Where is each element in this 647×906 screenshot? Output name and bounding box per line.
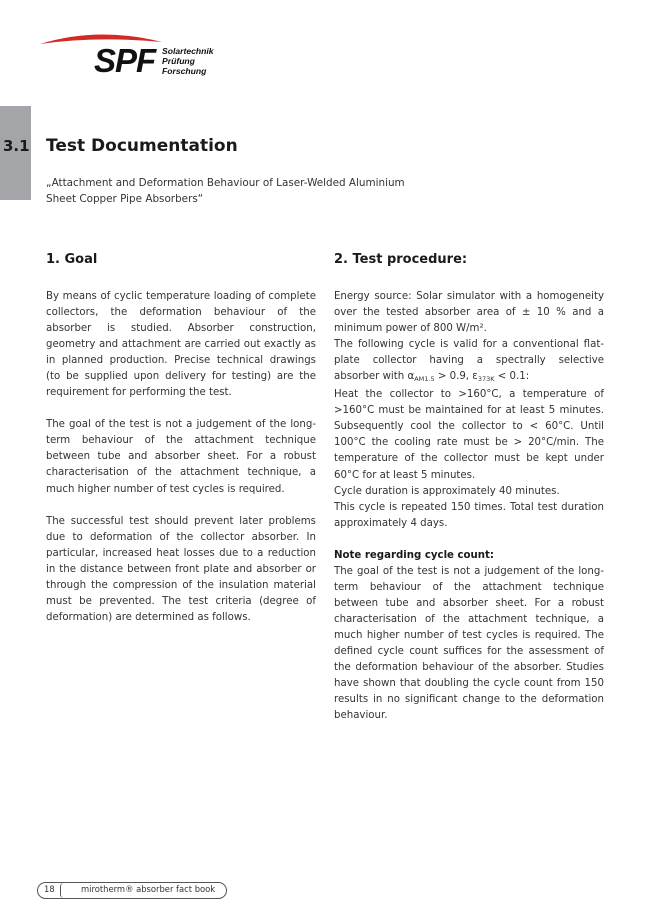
absorber-spec: [407, 371, 529, 382]
subtitle-line: „Attachment and Deformation Behaviour of Laser-Welded Aluminium: [46, 177, 405, 189]
footer-title: mirotherm® absorber fact book: [81, 884, 216, 894]
epsilon-subscript: 373K: [477, 375, 495, 384]
alpha-symbol: α: [407, 371, 415, 383]
note-heading: Note regarding cycle count:: [334, 549, 495, 561]
note-text: The goal of the test is not a judgement of the long-term behaviour of the attachment technique between tube and absorber sheet. For a robust characterisation of the attachment technique, a much higher number of test cycles is required. The defined cycle count suffices for the assessment of the deformation behaviour of the absorber. Studies have shown that doubling the cycle count from 150 results in no significant change to the deformation behaviour.: [334, 565, 604, 722]
goal-paragraph: The goal of the test is not a judgement of the long-term behaviour of the attachment technique between tube and absorber sheet. For a robust characterisation of the attachment technique, a much higher number of test cycles is required.: [46, 419, 316, 495]
energy-source-text: Energy source: Solar simulator with a homogeneity over the tested absorber area of ± 10 % and a minimum power of 800 W/m².: [334, 291, 604, 335]
cycle-intro-text: [334, 337, 604, 387]
footer-divider: [60, 883, 67, 898]
epsilon-symbol: ε: [472, 371, 478, 383]
cycle-intro: The following cycle is valid for a conventional flat-plate collector having a spectrally selective absorber with: [334, 339, 604, 383]
page-number: 18: [44, 884, 55, 894]
subtitle-line: Sheet Copper Pipe Absorbers“: [46, 193, 204, 205]
page-footer: [37, 882, 227, 899]
cycle-duration-text: Cycle duration is approximately 40 minutes.: [334, 485, 560, 497]
heat-cycle-text: Heat the collector to >160°C, a temperature of >160°C must be maintained for at least 5 minutes. Subsequently cool the collector to < 60°C. Until 100°C the cooling rate must be > 20°C/min. The temperature of the collector must be kept under 60°C for at least 5 minutes.: [334, 389, 604, 481]
logo-line: Forschung: [162, 66, 207, 76]
procedure-heading: 2. Test procedure:: [334, 252, 468, 267]
section-number: 3.1: [3, 137, 30, 155]
page-subtitle: [46, 175, 466, 207]
alpha-subscript: AM1.5: [414, 375, 435, 384]
goal-paragraph: By means of cyclic temperature loading of complete collectors, the deformation behaviour of the absorber is studied. Absorber construction, geometry and attachment are carried out exactly as in planned production. Precise technical drawings (to be supplied upon delivery for testing) are the requirement for performing the test.: [46, 291, 316, 399]
spf-logo: [38, 30, 228, 80]
logo-tagline: [162, 46, 214, 76]
goal-heading: 1. Goal: [46, 252, 98, 267]
alpha-condition: > 0.9,: [434, 371, 473, 383]
logo-line: Solartechnik: [162, 46, 214, 56]
logo-wordmark: SPF: [94, 42, 156, 79]
cycle-repeat-text: This cycle is repeated 150 times. Total test duration approximately 4 days.: [334, 501, 604, 529]
procedure-column: [334, 252, 604, 724]
goal-paragraph: The successful test should prevent later problems due to deformation of the collector absorber. In particular, increased heat losses due to a reduction in the distance between front plate and absorber or through the compression of the insulation material must be prevented. The test criteria (degree of deformation) are determined as follows.: [46, 515, 316, 623]
page-title: Test Documentation: [46, 136, 238, 156]
epsilon-condition: < 0.1:: [494, 371, 530, 383]
logo-line: Prüfung: [162, 56, 195, 66]
goal-column: [46, 252, 316, 642]
